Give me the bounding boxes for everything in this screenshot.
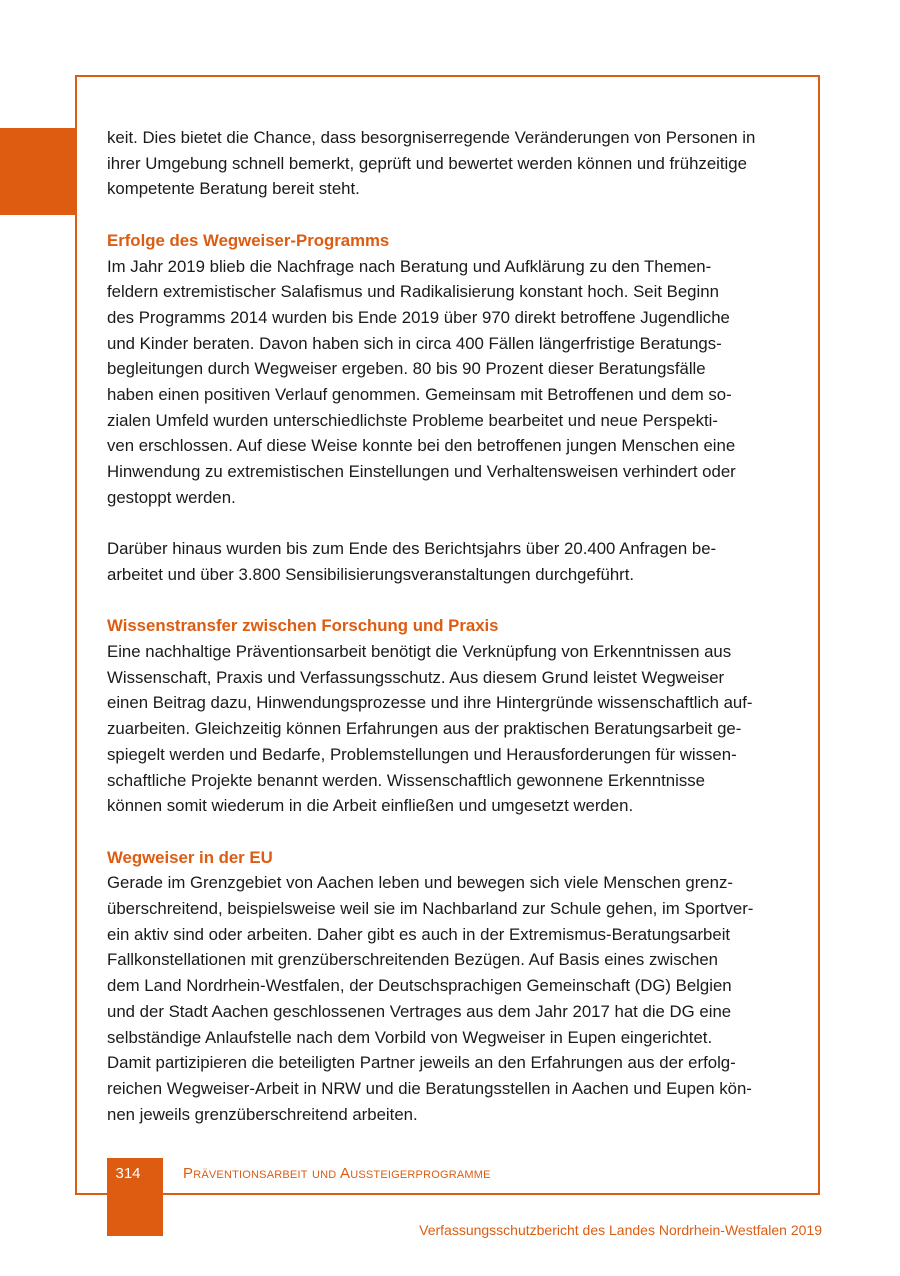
text-line: reichen Wegweiser-Arbeit in NRW und die Beratungsstellen in Aachen und Eupen kön- <box>107 1078 752 1098</box>
text-line: nen jeweils grenzüberschreitend arbeiten. <box>107 1104 418 1124</box>
text-line: Damit partizipieren die beteiligten Partner jeweils an den Erfahrungen aus der erfolg- <box>107 1053 736 1073</box>
text-line: Gerade im Grenzgebiet von Aachen leben und bewegen sich viele Menschen grenz- <box>107 873 733 893</box>
section-heading-wissenstransfer: Wissenstransfer zwischen Forschung und Praxis <box>107 616 499 636</box>
intro-paragraph <box>107 125 797 202</box>
text-line: feldern extremistischer Salafismus und Radikalisierung konstant hoch. Seit Beginn <box>107 282 719 302</box>
text-line: dem Land Nordrhein-Westfalen, der Deutschsprachigen Gemeinschaft (DG) Belgien <box>107 976 732 996</box>
text-line: ihrer Umgebung schnell bemerkt, geprüft und bewertet werden können und frühzeitige <box>107 153 747 173</box>
chapter-title: Präventionsarbeit und Aussteigerprogramme <box>183 1165 491 1182</box>
text-line: und der Stadt Aachen geschlossenen Vertrages aus dem Jahr 2017 hat die DG eine <box>107 1001 732 1021</box>
page-number: 314 <box>115 1165 141 1182</box>
section1-paragraph-2 <box>107 536 797 587</box>
text-line: haben einen positiven Verlauf genommen. Gemeinsam mit Betroffenen und dem so- <box>107 385 732 405</box>
text-line: keit. Dies bietet die Chance, dass besorgniserregende Veränderungen von Personen in <box>107 128 756 147</box>
text-line: Eine nachhaltige Präventionsarbeit benötigt die Verknüpfung von Erkenntnissen aus <box>107 642 732 662</box>
section1-paragraph <box>107 254 797 511</box>
text-line: Hinwendung zu extremistischen Einstellungen und Verhaltensweisen verhindert oder <box>107 462 736 482</box>
text-line: spiegelt werden und Bedarfe, Problemstellungen und Herausforderungen für wissen- <box>107 744 737 764</box>
text-line: Wissenschaft, Praxis und Verfassungsschutz. Aus diesem Grund leistet Wegweiser <box>107 667 725 687</box>
text-line: zialen Umfeld wurden unterschiedlichste Probleme bearbeitet und neue Perspekti- <box>107 410 718 430</box>
text-line: selbständige Anlaufstelle nach dem Vorbild von Wegweiser in Eupen eingerichtet. <box>107 1027 713 1047</box>
text-line: Darüber hinaus wurden bis zum Ende des Berichtsjahrs über 20.400 Anfragen be- <box>107 539 717 559</box>
text-line: begleitungen durch Wegweiser ergeben. 80 bis 90 Prozent dieser Beratungsfälle <box>107 359 706 379</box>
text-line: und Kinder beraten. Davon haben sich in circa 400 Fällen längerfristige Beratungs- <box>107 333 722 353</box>
section3-paragraph <box>107 870 797 1127</box>
text-line: überschreitend, beispielsweise weil sie im Nachbarland zur Schule gehen, im Sportver- <box>107 899 754 919</box>
text-line: Fallkonstellationen mit grenzüberschreitenden Bezügen. Auf Basis eines zwischen <box>107 950 718 970</box>
footer-publication-title: Verfassungsschutzbericht des Landes Nordrhein-Westfalen 2019 <box>419 1222 822 1238</box>
text-line: des Programms 2014 wurden bis Ende 2019 über 970 direkt betroffene Jugendliche <box>107 307 730 327</box>
main-content <box>107 125 797 1127</box>
text-line: arbeitet und über 3.800 Sensibilisierungsveranstaltungen durchgeführt. <box>107 564 635 584</box>
section-heading-eu: Wegweiser in der EU <box>107 847 273 867</box>
section-heading-erfolge: Erfolge des Wegweiser-Programms <box>107 230 390 250</box>
text-line: Im Jahr 2019 blieb die Nachfrage nach Beratung und Aufklärung zu den Themen- <box>107 256 712 276</box>
text-line: schaftliche Projekte benannt werden. Wissenschaftlich gewonnene Erkenntnisse <box>107 770 705 790</box>
text-line: ven erschlossen. Auf diese Weise konnte bei den betroffenen jungen Menschen eine <box>107 436 736 456</box>
section2-paragraph <box>107 639 797 819</box>
text-line: kompetente Beratung bereit steht. <box>107 179 360 199</box>
text-line: zuarbeiten. Gleichzeitig können Erfahrungen aus der praktischen Beratungsarbeit ge- <box>107 719 742 739</box>
text-line: können somit wiederum in die Arbeit einfließen und umgesetzt werden. <box>107 796 634 816</box>
text-line: gestoppt werden. <box>107 487 236 507</box>
text-line: ein aktiv sind oder arbeiten. Daher gibt es auch in der Extremismus-Beratungsarbeit <box>107 924 731 944</box>
text-line: einen Beitrag dazu, Hinwendungsprozesse und ihre Hintergründe wissenschaftlich auf- <box>107 693 753 713</box>
chapter-side-tab <box>0 128 76 215</box>
